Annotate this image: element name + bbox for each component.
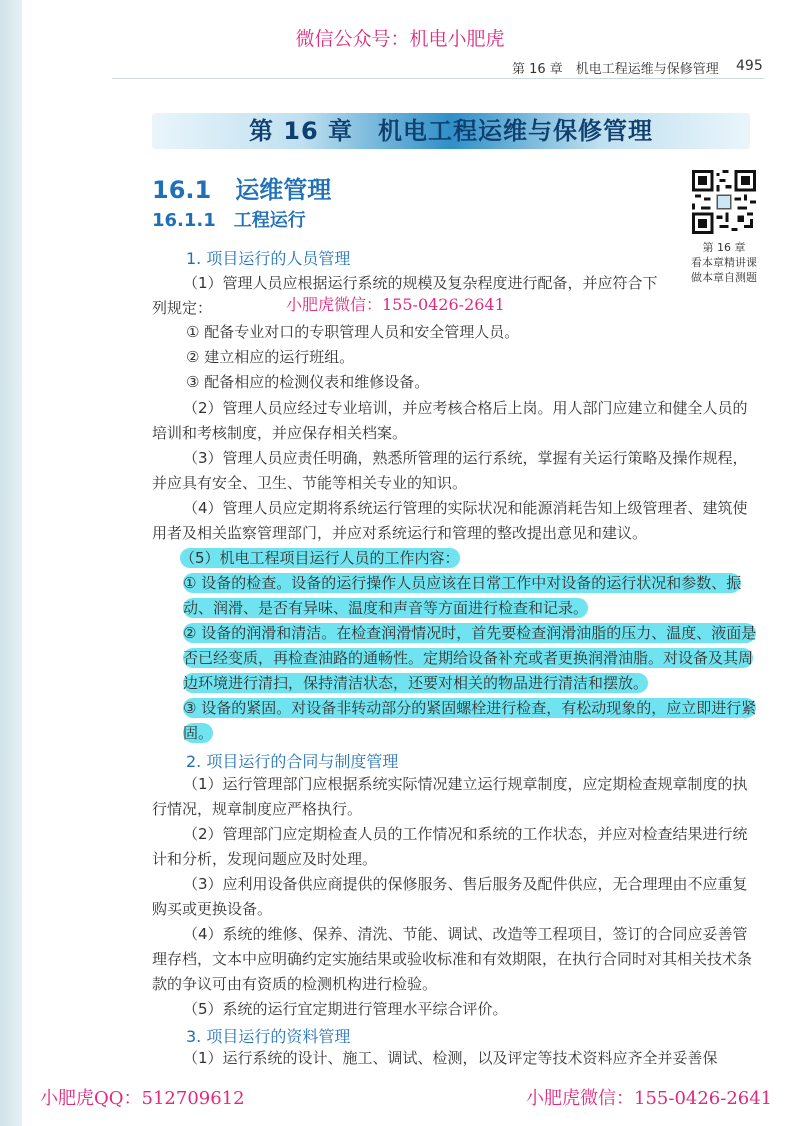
part1-p4: （4）管理人员应定期将系统运行管理的实际状况和能源消耗告知上级管理者、建筑使用者及相关监察管理部门，并应对系统运行和管理的整改提出意见和建议。	[152, 499, 748, 542]
part2-p5: （5）系统的运行宜定期进行管理水平综合评价。	[183, 1000, 508, 1018]
part2-heading: 2. 项目运行的合同与制度管理	[186, 752, 399, 771]
part1-item3: ③ 配备相应的检测仪表和维修设备。	[186, 373, 430, 391]
page-number: 495	[736, 58, 763, 74]
header-divider	[112, 78, 764, 79]
part1-p3: （3）管理人员应责任明确，熟悉所管理的运行系统，掌握有关运行策略及操作规程，并应具有安全、卫生、节能等相关专业的知识。	[152, 449, 748, 492]
part3-p1: （1）运行系统的设计、施工、调试、检测，以及评定等技术资料应齐全并妥善保	[183, 1049, 718, 1067]
qr-code-icon[interactable]	[692, 170, 756, 234]
part1-p5-item3-text: ③ 设备的紧固。对设备非转动部分的紧固螺栓进行检查，有松动现象的，应立即进行紧固。	[183, 699, 757, 742]
watermark-bottom-right: 小肥虎微信：155-0426-2641	[526, 1088, 773, 1109]
qr-caption-lecture: 看本章精讲课	[691, 256, 757, 269]
part2-p4: （4）系统的维修、保养、清洗、节能、调试、改造等工程项目，签订的合同应妥善管理存档，文本中应明确约定实施结果或验收标准和有效期限，在执行合同时对其相关技术条款的争议可由有资质的检测机构进行检验。	[152, 925, 753, 993]
part1-p5-item2-text: ② 设备的润滑和清洁。在检查润滑情况时，首先要检查润滑油脂的压力、温度、液面是否已经变质，再检查油路的通畅性。定期给设备补充或者更换润滑油脂。对设备及其周边环境进行清扫，保持清洁状态，还要对相关的物品进行清洁和摆放。	[183, 624, 757, 692]
watermark-mid: 小肥虎微信：155-0426-2641	[286, 295, 505, 314]
part2-p2: （2）管理部门应定期检查人员的工作情况和系统的工作状态，并应对检查结果进行统计和分析，发现问题应及时处理。	[152, 825, 748, 868]
subsection-title: 16.1.1 工程运行	[152, 210, 306, 231]
watermark-top: 微信公众号：机电小肥虎	[295, 28, 505, 50]
part1-p2: （2）管理人员应经过专业培训，并应考核合格后上岗。用人部门应建立和健全人员的培训和考核制度，并应保存相关档案。	[152, 399, 748, 442]
part1-p5	[152, 546, 762, 571]
part1-item1: ① 配备专业对口的专职管理人员和安全管理人员。	[186, 323, 520, 341]
chapter-title: 第 16 章 机电工程运维与保修管理	[248, 117, 654, 145]
part1-item2: ② 建立相应的运行班组。	[186, 348, 355, 366]
qr-caption-quiz: 做本章自测题	[691, 271, 757, 284]
running-head: 第 16 章 机电工程运维与保修管理	[512, 62, 719, 77]
part2-p1: （1）运行管理部门应根据系统实际情况建立运行规章制度，应定期检查规章制度的执行情况，规章制度应严格执行。	[152, 775, 748, 818]
part1-p5-item1-text: ① 设备的检查。设备的运行操作人员应该在日常工作中对设备的运行状况和参数、振动、润滑、是否有异味、温度和声音等方面进行检查和记录。	[183, 574, 742, 617]
page-edge-strip	[0, 0, 22, 1126]
section-title: 16.1 运维管理	[152, 176, 332, 204]
part1-p5-item1	[152, 571, 762, 621]
part1-p5-text: （5）机电工程项目运行人员的工作内容：	[180, 549, 460, 567]
watermark-bottom-left: 小肥虎QQ：512709612	[40, 1088, 245, 1109]
part2-p3: （3）应利用设备供应商提供的保修服务、售后服务及配件供应，无合理理由不应重复购买或更换设备。	[152, 875, 748, 918]
part1-heading: 1. 项目运行的人员管理	[186, 249, 351, 268]
part1-p1-line2: 列规定：	[152, 299, 213, 317]
part1-p1-line1-text: （1）管理人员应根据运行系统的规模及复杂程度进行配备，并应符合下	[183, 274, 658, 292]
qr-caption-chapter: 第 16 章	[702, 241, 746, 254]
part1-p5-item2	[152, 621, 762, 696]
part1-p5-item3	[152, 696, 762, 746]
part3-heading: 3. 项目运行的资料管理	[186, 1027, 351, 1046]
